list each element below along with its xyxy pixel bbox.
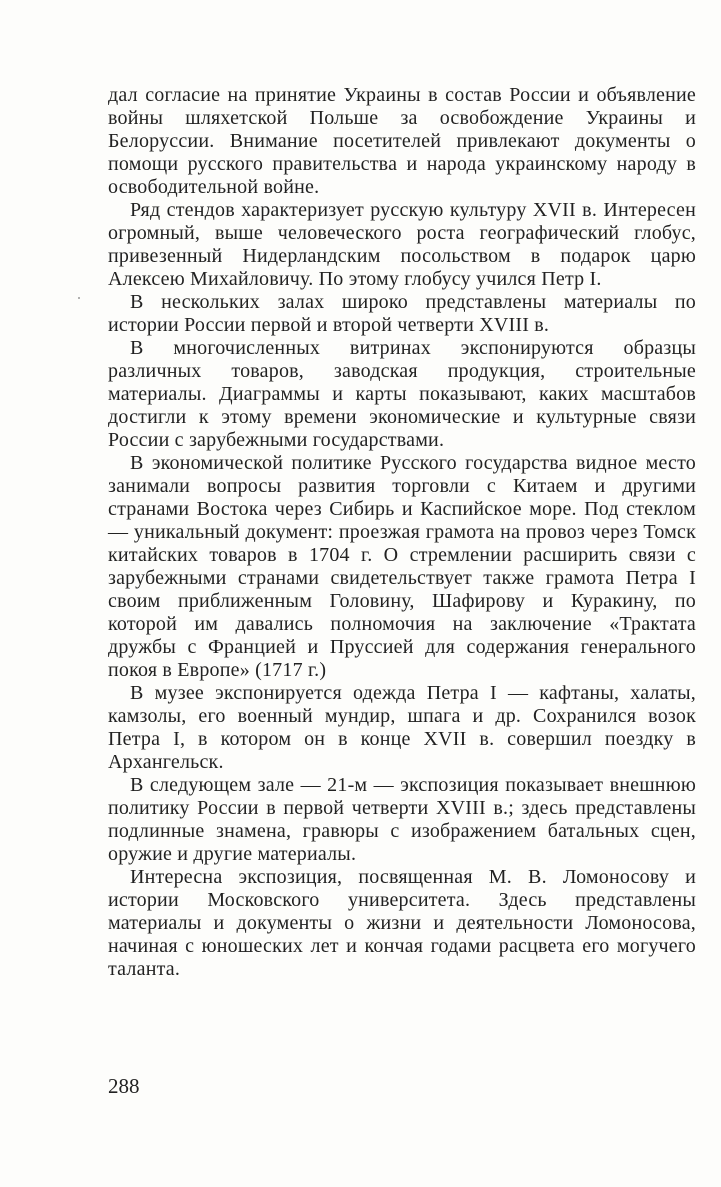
paper-speck (78, 297, 80, 299)
paragraph-3: В нескольких залах широко представлены материалы по истории России первой и второй четверти XVIII в. (108, 291, 696, 336)
paragraph-4: В многочисленных витринах экспонируются образцы различных товаров, заводская продукция, строительные материалы. Диаграммы и карты показывают, каких масштабов достигли к этому времени экономические и культурные связи России с зарубежными государствами. (108, 337, 696, 451)
paragraph-2: Ряд стендов характеризует русскую культуру XVII в. Интересен огромный, выше человеческого роста географический глобус, привезенный Нидерландским посольством в подарок царю Алексею Михайловичу. По этому глобусу учился Петр I. (108, 199, 696, 290)
paragraph-5: В экономической политике Русского государства видное место занимали вопросы развития торговли с Китаем и другими странами Востока через Сибирь и Каспийское море. Под стеклом — уникальный документ: проезжая грамота на провоз через Томск китайских товаров в 1704 г. О стремлении расширить связи с зарубежными странами свидетельствует также грамота Петра I своим приближенным Головину, Шафирову и Куракину, по которой им давались полномочия на заключение «Трактата дружбы с Францией и Пруссией для содержания генерального покоя в Европе» (1717 г.) (108, 452, 696, 681)
page-number: 288 (108, 1074, 140, 1098)
body-text (108, 84, 696, 981)
paragraph-1: дал согласие на принятие Украины в состав России и объявление войны шляхетской Польше за освобождение Украины и Белоруссии. Внимание посетителей привлекают документы о помощи русского правительства и народа украинскому народу в освободительной войне. (108, 84, 696, 198)
paragraph-7: В следующем зале — 21-м — экспозиция показывает внешнюю политику России в первой четверти XVIII в.; здесь представлены подлинные знамена, гравюры с изображением батальных сцен, оружие и другие материалы. (108, 774, 696, 865)
paragraph-6: В музее экспонируется одежда Петра I — кафтаны, халаты, камзолы, его военный мундир, шпага и др. Сохранился возок Петра I, в котором он в конце XVII в. совершил поездку в Архангельск. (108, 682, 696, 773)
paragraph-8: Интересна экспозиция, посвященная М. В. Ломоносову и истории Московского университета. Здесь представлены материалы и документы о жизни и деятельности Ломоносова, начиная с юношеских лет и кончая годами расцвета его могучего таланта. (108, 866, 696, 980)
